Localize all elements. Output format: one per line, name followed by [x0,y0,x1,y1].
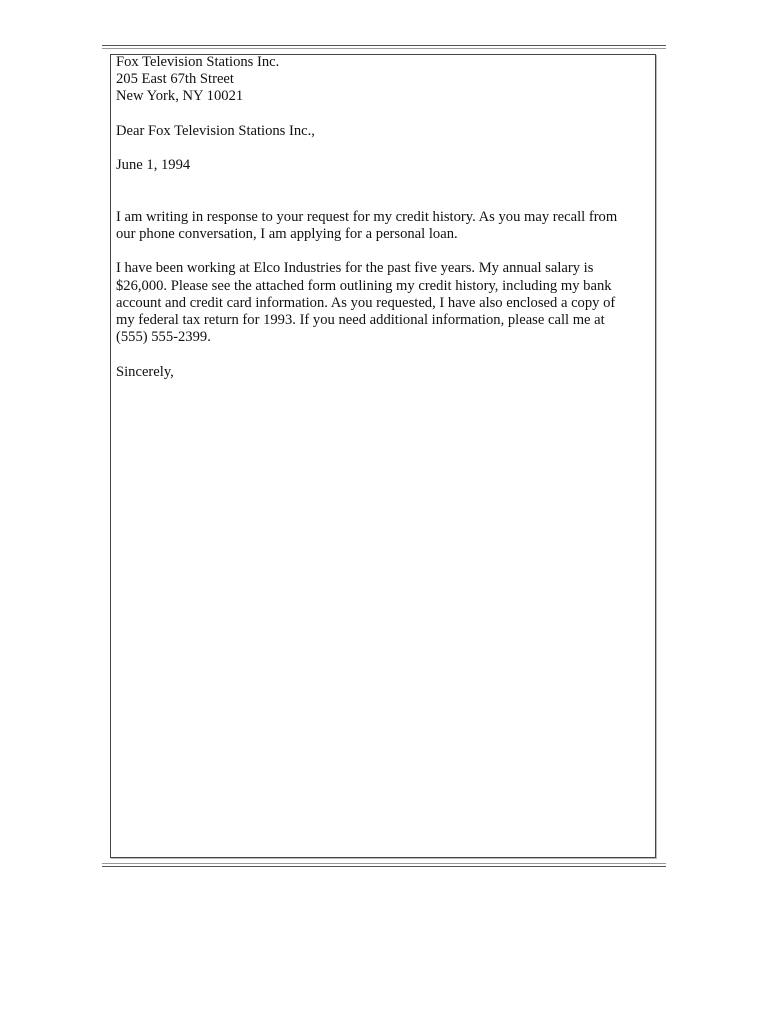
address-line-company: Fox Television Stations Inc. [116,54,280,70]
closing: Sincerely, [116,363,174,380]
address-line-city: New York, NY 10021 [116,88,244,105]
bottom-rule-inner [102,863,666,864]
salutation: Dear Fox Television Stations Inc., [116,122,315,139]
paragraph-2-line: $26,000. Please see the attached form outlining my credit history, including my bank [116,277,612,294]
paragraph-2-line: my federal tax return for 1993. If you need additional information, please call me at [116,311,605,328]
bottom-rule-outer [102,866,666,867]
address-line-street: 205 East 67th Street [116,71,234,88]
paragraph-1 [116,209,652,243]
paragraph-1-line: I am writing in response to your request for my credit history. As you may recall from [116,208,618,225]
paragraph-2-line: account and credit card information. As you requested, I have also enclosed a copy of [116,294,616,311]
letter-date: June 1, 1994 [116,157,191,174]
paragraph-1-line: our phone conversation, I am applying for a personal loan. [116,225,458,242]
top-rule-outer [102,45,666,46]
letter-body [116,54,652,381]
recipient-address [116,54,652,106]
paragraph-2-line: (555) 555-2399. [116,329,211,346]
top-rule-inner [102,48,666,49]
paragraph-2-line: I have been working at Elco Industries for the past five years. My annual salary is [116,260,594,277]
paragraph-2 [116,260,652,346]
